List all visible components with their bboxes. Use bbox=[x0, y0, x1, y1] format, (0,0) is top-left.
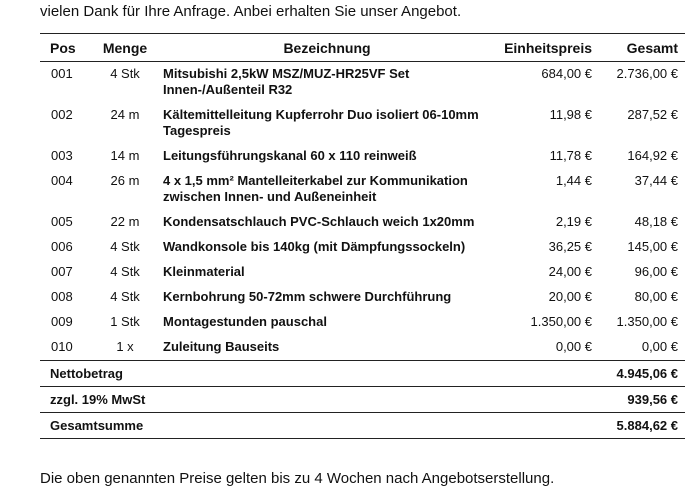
item-desc: Kleinmaterial bbox=[163, 264, 245, 279]
header-desc: Bezeichnung bbox=[160, 34, 495, 62]
item-rows bbox=[40, 62, 685, 361]
header-unit-price: Einheitspreis bbox=[495, 34, 597, 62]
item-unit-price: 2,19 € bbox=[555, 214, 592, 229]
net-total-label: Nettobetrag bbox=[40, 361, 495, 387]
item-pos: 009 bbox=[51, 314, 73, 329]
net-total-value: 4.945,06 € bbox=[495, 361, 685, 387]
item-total: 96,00 € bbox=[634, 264, 678, 279]
item-pos: 008 bbox=[51, 289, 73, 304]
item-qty: 4 Stk bbox=[110, 264, 140, 279]
item-pos: 002 bbox=[51, 107, 73, 122]
item-qty: 1 Stk bbox=[110, 314, 140, 329]
table-row bbox=[40, 103, 685, 144]
item-unit-price: 1.350,00 € bbox=[530, 314, 592, 329]
item-unit-price: 20,00 € bbox=[548, 289, 592, 304]
item-unit-price: 1,44 € bbox=[555, 173, 592, 188]
item-total: 48,18 € bbox=[634, 214, 678, 229]
table-row bbox=[40, 210, 685, 235]
item-unit-price: 36,25 € bbox=[548, 239, 592, 254]
item-total: 1.350,00 € bbox=[616, 314, 678, 329]
table-row bbox=[40, 169, 685, 210]
item-qty: 1 x bbox=[116, 339, 134, 354]
table-header-row bbox=[40, 34, 685, 62]
item-total: 80,00 € bbox=[634, 289, 678, 304]
offer-table bbox=[40, 33, 685, 439]
vat-label: zzgl. 19% MwSt bbox=[40, 387, 495, 413]
header-qty: Menge bbox=[90, 34, 160, 62]
item-pos: 001 bbox=[51, 66, 73, 81]
validity-note: Die oben genannten Preise gelten bis zu 4 Wochen nach Angebotserstellung. bbox=[40, 470, 555, 487]
item-pos: 005 bbox=[51, 214, 73, 229]
gross-total-label: Gesamtsumme bbox=[40, 413, 495, 439]
item-total: 287,52 € bbox=[627, 107, 678, 122]
intro-text: vielen Dank für Ihre Anfrage. Anbei erhalten Sie unser Angebot. bbox=[40, 3, 462, 20]
gross-total-value: 5.884,62 € bbox=[495, 413, 685, 439]
item-unit-price: 0,00 € bbox=[555, 339, 592, 354]
item-total: 0,00 € bbox=[641, 339, 678, 354]
item-qty: 4 Stk bbox=[110, 239, 140, 254]
gross-total-row bbox=[40, 413, 685, 439]
item-qty: 24 m bbox=[110, 107, 140, 122]
item-desc: Kondensatschlauch PVC-Schlauch weich 1x20mm bbox=[163, 214, 475, 229]
item-unit-price: 24,00 € bbox=[548, 264, 592, 279]
item-pos: 007 bbox=[51, 264, 73, 279]
table-row bbox=[40, 335, 685, 361]
net-total-row bbox=[40, 361, 685, 387]
item-pos: 003 bbox=[51, 148, 73, 163]
vat-row bbox=[40, 387, 685, 413]
table-row bbox=[40, 144, 685, 169]
item-pos: 004 bbox=[51, 173, 73, 188]
item-pos: 010 bbox=[51, 339, 73, 354]
table-row bbox=[40, 310, 685, 335]
item-desc: Zuleitung Bauseits bbox=[163, 339, 280, 354]
vat-value: 939,56 € bbox=[495, 387, 685, 413]
item-desc: 4 x 1,5 mm² Mantelleiterkabel zur Kommunikation zwischen Innen- und Außeneinheit bbox=[163, 173, 468, 204]
item-qty: 22 m bbox=[110, 214, 140, 229]
table-row bbox=[40, 235, 685, 260]
item-unit-price: 11,78 € bbox=[549, 148, 592, 163]
item-unit-price: 11,98 € bbox=[549, 107, 592, 122]
item-desc: Wandkonsole bis 140kg (mit Dämpfungssockeln) bbox=[163, 239, 466, 254]
item-desc: Montagestunden pauschal bbox=[163, 314, 327, 329]
header-pos: Pos bbox=[40, 34, 90, 62]
item-total: 2.736,00 € bbox=[616, 66, 678, 81]
table-row bbox=[40, 62, 685, 104]
item-desc: Kältemittelleitung Kupferrohr Duo isoliert 06-10mm Tagespreis bbox=[163, 107, 479, 138]
item-desc: Kernbohrung 50-72mm schwere Durchführung bbox=[163, 289, 452, 304]
header-total: Gesamt bbox=[597, 34, 685, 62]
table-row bbox=[40, 285, 685, 310]
item-pos: 006 bbox=[51, 239, 73, 254]
item-qty: 26 m bbox=[110, 173, 140, 188]
item-qty: 4 Stk bbox=[110, 289, 140, 304]
item-desc: Mitsubishi 2,5kW MSZ/MUZ-HR25VF Set Innen-/Außenteil R32 bbox=[163, 66, 410, 97]
item-total: 145,00 € bbox=[627, 239, 678, 254]
item-unit-price: 684,00 € bbox=[541, 66, 592, 81]
table-row bbox=[40, 260, 685, 285]
item-qty: 4 Stk bbox=[110, 66, 140, 81]
item-qty: 14 m bbox=[110, 148, 140, 163]
item-desc: Leitungsführungskanal 60 x 110 reinweiß bbox=[163, 148, 417, 163]
item-total: 164,92 € bbox=[627, 148, 678, 163]
item-total: 37,44 € bbox=[634, 173, 678, 188]
